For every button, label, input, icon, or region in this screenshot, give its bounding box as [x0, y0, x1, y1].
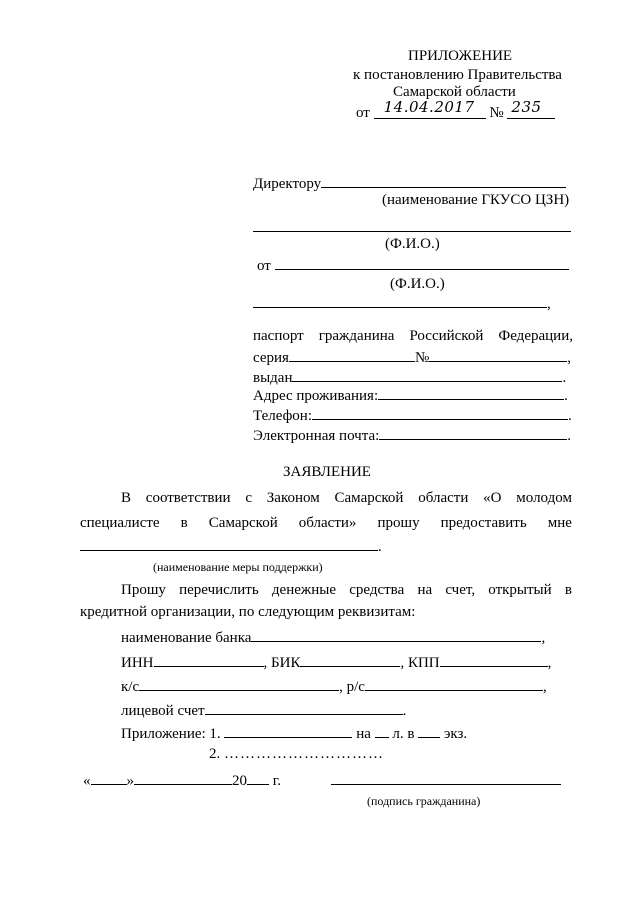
bik-label: БИК — [271, 655, 301, 671]
date-field — [374, 98, 486, 119]
appendix-date-line — [356, 98, 555, 122]
para-word: «О — [483, 490, 502, 506]
para-word: области» — [298, 515, 357, 531]
copies-field[interactable] — [418, 723, 440, 738]
applicant-extra-line — [253, 293, 551, 313]
address-line: Адрес проживания: . — [253, 385, 568, 405]
para-word: В — [121, 490, 132, 506]
passport-number-field[interactable] — [429, 347, 567, 362]
series-line: серия № , — [253, 347, 571, 367]
support-line: . — [80, 536, 382, 556]
para-word: в — [564, 582, 572, 598]
phone-field[interactable] — [312, 405, 568, 420]
para-word: счет, — [445, 582, 476, 598]
passport-word: Российской — [409, 328, 484, 344]
day-field[interactable] — [91, 770, 127, 785]
issued-field[interactable] — [292, 367, 562, 382]
account-line: лицевой счет . — [121, 700, 406, 720]
number-field — [507, 98, 555, 119]
attachment-2-field[interactable]: ………………………… — [224, 746, 384, 762]
issued-label: выдан — [253, 370, 293, 386]
email-field[interactable] — [379, 425, 567, 440]
bik-field[interactable] — [300, 652, 400, 667]
bank-field[interactable] — [251, 627, 541, 642]
ks-field[interactable] — [139, 676, 339, 691]
date-signature-line — [83, 770, 281, 790]
series-field[interactable] — [289, 347, 415, 362]
para1-line2 — [80, 514, 572, 532]
signature-field[interactable] — [331, 784, 561, 785]
month-field[interactable] — [134, 770, 232, 785]
kpp-field[interactable] — [440, 652, 548, 667]
applicant-line — [257, 255, 569, 275]
para-word: области — [418, 490, 469, 506]
applicant-field[interactable] — [275, 255, 569, 270]
passport-word: Федерации, — [498, 328, 573, 344]
para-word: перечислить — [179, 582, 259, 598]
handwritten-number: 235 — [511, 98, 542, 116]
from-label: от — [257, 258, 271, 274]
account-field[interactable] — [205, 700, 403, 715]
number-sign: № — [414, 350, 430, 366]
para-word: соответствии — [145, 490, 231, 506]
org-caption: (наименование ГКУСО ЦЗН) — [382, 192, 570, 208]
attachment-line — [121, 723, 467, 743]
issued-line: выдан . — [253, 367, 566, 387]
para2-line1 — [121, 581, 572, 599]
director-line — [253, 173, 566, 193]
appendix-subtitle: к постановлению Правительства — [353, 67, 562, 83]
comma: , — [547, 296, 551, 312]
director-label: Директору — [253, 176, 322, 192]
email-line: Электронная почта: . — [253, 425, 571, 445]
para-word: Законом — [266, 490, 320, 506]
applicant-fio-caption: (Ф.И.О.) — [390, 276, 445, 292]
attachment-2-line — [209, 745, 384, 763]
year-prefix: 20 — [232, 773, 247, 789]
support-caption: (наименование меры поддержки) — [153, 560, 323, 574]
on-label: на — [356, 726, 371, 742]
handwritten-date: 14.04.2017 — [383, 98, 475, 116]
email-label: Электронная почта: — [253, 428, 380, 444]
sheets-label: л. в — [392, 726, 415, 742]
ks-label: к/с — [121, 679, 140, 695]
address-label: Адрес проживания: — [253, 388, 379, 404]
para-word: мне — [547, 515, 572, 531]
phone-line: Телефон: . — [253, 405, 572, 425]
director-field[interactable] — [321, 173, 566, 188]
para2-line2: кредитной организации, по следующим реквизитам: — [80, 604, 416, 620]
attachment-label: Приложение: 1. — [121, 726, 221, 742]
phone-label: Телефон: — [253, 408, 312, 424]
passport-line — [253, 327, 573, 345]
signature-caption: (подпись гражданина) — [367, 794, 481, 808]
director-fio-caption: (Ф.И.О.) — [385, 236, 440, 252]
close-quote: » — [126, 773, 134, 789]
para-word: на — [417, 582, 433, 598]
application-heading: ЗАЯВЛЕНИЕ — [283, 464, 371, 480]
sheets-field[interactable] — [375, 723, 389, 738]
bank-line: наименование банка , — [121, 627, 545, 647]
rs-field[interactable] — [365, 676, 543, 691]
para1-line1 — [121, 489, 572, 507]
appendix-title: ПРИЛОЖЕНИЕ — [408, 48, 513, 64]
para-word: Самарской — [208, 515, 278, 531]
inn-field[interactable] — [154, 652, 264, 667]
para-word: молодом — [516, 490, 572, 506]
copies-label: экз. — [443, 726, 468, 742]
year-suffix: г. — [272, 773, 281, 789]
kpp-label: КПП — [407, 655, 440, 671]
attachment-1-field[interactable] — [224, 723, 352, 738]
inn-bik-kpp-line: ИНН , БИК , КПП , — [121, 652, 551, 672]
para-word: с — [245, 490, 253, 506]
rs-label: р/с — [346, 679, 365, 695]
para-word: Прошу — [121, 582, 166, 598]
para-word: прошу — [377, 515, 420, 531]
passport-word: паспорт — [253, 328, 304, 344]
passport-word: гражданина — [318, 328, 395, 344]
para-word: специалисте — [80, 515, 160, 531]
ks-rs-line: к/с , р/с , — [121, 676, 547, 696]
item2-label: 2. — [209, 746, 221, 762]
address-field[interactable] — [378, 385, 564, 400]
para-word: открытый — [488, 582, 552, 598]
inn-label: ИНН — [121, 655, 154, 671]
support-field[interactable] — [80, 536, 378, 551]
series-label: серия — [253, 350, 289, 366]
applicant-extra-field[interactable] — [253, 293, 547, 308]
para-word: средства — [349, 582, 405, 598]
account-label: лицевой счет — [121, 703, 205, 719]
para-word: предоставить — [440, 515, 527, 531]
open-quote: « — [83, 773, 91, 789]
para-word: Самарской — [334, 490, 404, 506]
para-word: денежные — [271, 582, 337, 598]
bank-label: наименование банка — [121, 630, 252, 646]
appendix-region: Самарской области — [393, 84, 516, 100]
director-fio-field[interactable] — [253, 231, 571, 232]
year-field[interactable] — [247, 770, 269, 785]
from-label: от — [356, 105, 370, 121]
number-sign: № — [489, 105, 504, 121]
para-word: в — [180, 515, 188, 531]
